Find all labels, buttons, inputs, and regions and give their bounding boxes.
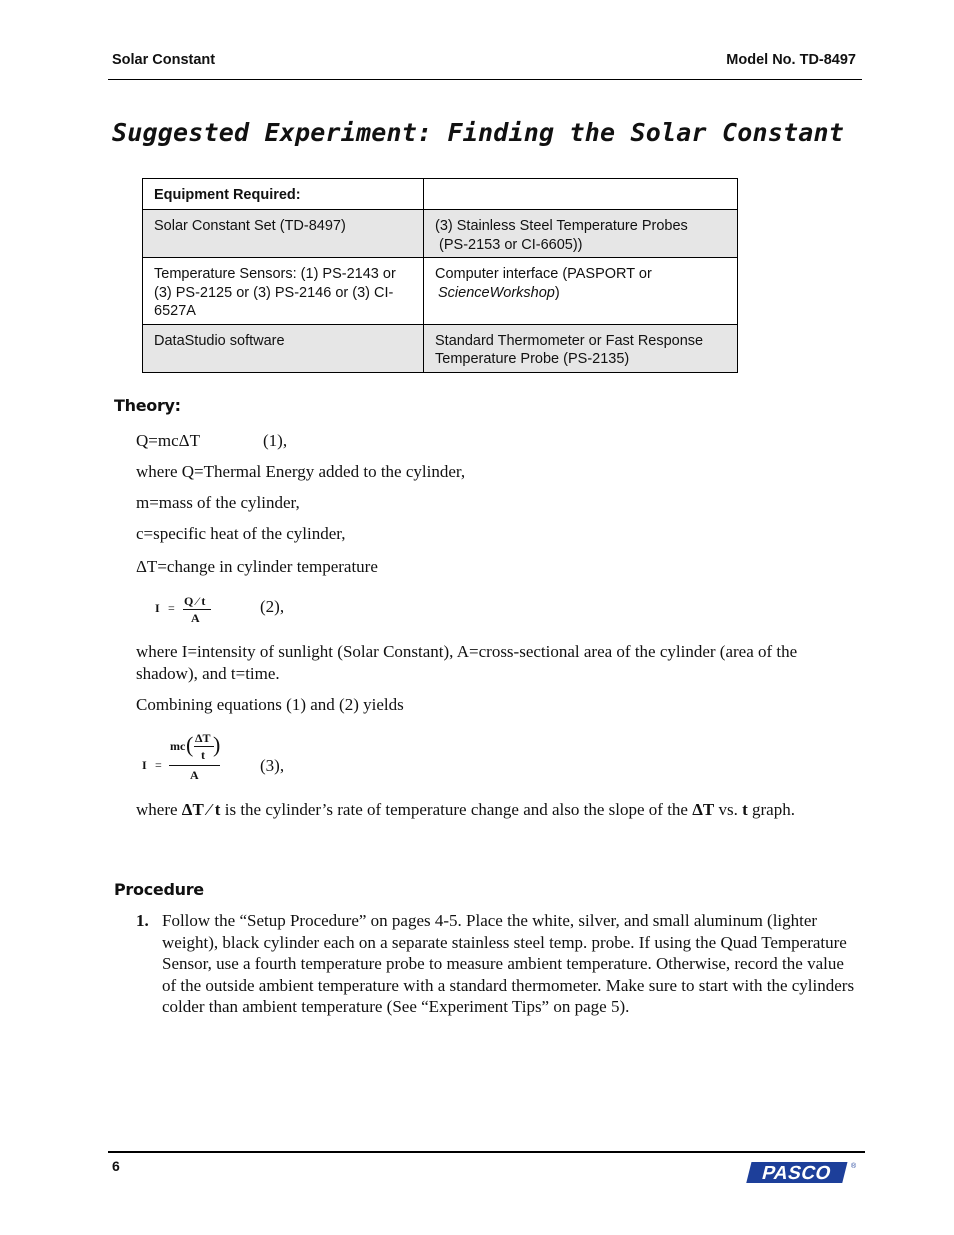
cell-text: ): [554, 284, 560, 301]
theory-heading: Theory:: [114, 396, 181, 415]
header-model-number: Model No. TD-8497: [726, 52, 856, 68]
eq3-left-paren: (: [186, 732, 194, 757]
page-number: 6: [112, 1158, 120, 1174]
pasco-logo: [744, 1160, 858, 1186]
cell-line: Computer interface (PASPORT or: [435, 266, 652, 282]
step-number: 1.: [136, 911, 149, 930]
eq3-inner-numerator: ΔT: [195, 731, 211, 745]
table-header-cell: [424, 179, 738, 210]
equation-1-number: (1),: [263, 431, 288, 450]
logo-text: PASCO: [759, 1163, 834, 1184]
eq2-fraction-bar: [183, 609, 211, 610]
eq3-fraction-bar: [169, 765, 220, 766]
footer-divider: [108, 1151, 865, 1153]
definition-m: m=mass of the cylinder,: [136, 493, 300, 512]
cell-line: (PS-2153 or CI-6605)): [435, 236, 583, 253]
text-run: where: [136, 800, 182, 819]
logo-registered-mark: ®: [851, 1163, 857, 1170]
table-cell: Standard Thermometer or Fast Response Temperature Probe (PS-2135): [424, 324, 738, 372]
table-cell: Temperature Sensors: (1) PS-2143 or (3) PS-2125 or (3) PS-2146 or (3) CI-6527A: [143, 258, 424, 325]
table-cell: [424, 258, 738, 325]
procedure-heading: Procedure: [114, 880, 204, 899]
definition-q: where Q=Thermal Energy added to the cylinder,: [136, 462, 466, 481]
eq2-equals: =: [168, 601, 175, 615]
math-run: ΔT ⁄ t: [181, 800, 221, 819]
table-row: [143, 324, 738, 372]
table-cell: DataStudio software: [143, 324, 424, 372]
equation-1: Q=mcΔT: [136, 431, 200, 450]
definition-delta-t: ΔT=change in cylinder temperature: [136, 557, 378, 576]
eq2-denominator: A: [191, 611, 200, 625]
table-row: [143, 258, 738, 325]
header-divider: [108, 79, 862, 80]
text-run: is the cylinder’s rate of temperature change and also the slope of the: [220, 800, 693, 819]
eq3-lhs: I: [142, 758, 147, 772]
equipment-table: [142, 178, 738, 373]
eq2-lhs: I: [155, 601, 160, 615]
eq2-numerator: Q ⁄ t: [184, 594, 206, 608]
text-run: graph.: [747, 800, 795, 819]
eq3-denominator: A: [190, 768, 199, 782]
table-row: [143, 210, 738, 258]
table-cell: [424, 210, 738, 258]
table-header-cell: Equipment Required:: [143, 179, 424, 210]
equation-2-number: (2),: [260, 597, 285, 616]
table-header-row: [143, 179, 738, 210]
table-cell: Solar Constant Set (TD-8497): [143, 210, 424, 258]
eq3-right-paren: ): [213, 732, 221, 757]
math-run: ΔT: [692, 800, 715, 819]
eq3-inner-denominator: t: [201, 748, 205, 762]
eq3-inner-fraction-bar: [194, 746, 214, 747]
step-text: Follow the “Setup Procedure” on pages 4-5. Place the white, silver, and small aluminum (lighter weight), black cylinder each on a separate stainless steel temp. probe. If using the Quad Temperature Sensor, use a fourth temperature probe to measure ambient temperature. Otherwise, record the value of the outside ambient temperature with a standard thermometer. Make sure to start with the cylinders colder than ambient temperature (See “Experiment Tips” on page 5).: [162, 911, 855, 1016]
cell-line: (3) Stainless Steel Temperature Probes: [435, 218, 688, 234]
combining-text: Combining equations (1) and (2) yields: [136, 695, 404, 714]
header-document-title: Solar Constant: [112, 52, 216, 68]
equation-3-number: (3),: [260, 756, 285, 775]
slope-explanation: [136, 799, 836, 821]
math-run: t: [742, 800, 748, 819]
text-run: vs.: [714, 800, 743, 819]
cell-italic-text: ScienceWorkshop: [438, 284, 555, 301]
eq3-mc: mc: [170, 739, 186, 753]
page-title: Suggested Experiment: Finding the Solar Constant: [112, 118, 845, 147]
definition-intensity: where I=intensity of sunlight (Solar Constant), A=cross-sectional area of the cylinder (area of the shadow), and t=time.: [136, 642, 798, 683]
definition-c: c=specific heat of the cylinder,: [136, 524, 346, 543]
eq3-equals: =: [155, 758, 162, 772]
